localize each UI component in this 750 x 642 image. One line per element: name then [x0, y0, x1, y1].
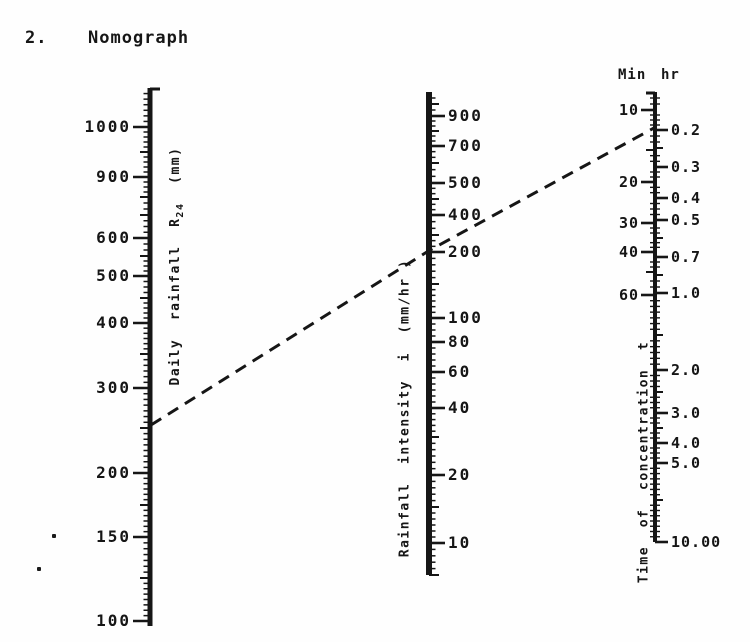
middle-scale-tick-label: 700	[448, 136, 483, 155]
middle-scale-tick-label: 900	[448, 106, 483, 125]
hr-column-header: hr	[661, 67, 680, 83]
middle-scale-tick-label: 200	[448, 242, 483, 261]
right-scale-hr-tick-label: 4.0	[671, 434, 702, 452]
middle-axis-title: Rainfall intensity i (mm/hr )	[397, 258, 413, 558]
right-scale-min-tick-label: 20	[618, 173, 639, 191]
right-scale-hr-tick-label: 0.4	[671, 189, 702, 207]
right-scale-min-tick-label: 40	[618, 243, 639, 261]
left-scale-tick-label: 200	[96, 463, 131, 482]
min-column-header: Min	[618, 67, 647, 83]
right-scale-hr-tick-label: 1.0	[671, 284, 702, 302]
left-scale-tick-label: 300	[96, 378, 131, 397]
right-scale-hr-tick-label: 0.7	[671, 248, 702, 266]
middle-scale-tick-label: 10	[448, 533, 472, 552]
left-scale-tick-label: 900	[96, 167, 131, 186]
right-scale-min-tick-label: 60	[618, 286, 639, 304]
right-scale-hr-tick-label: 0.2	[671, 121, 702, 139]
right-scale-hr-tick-label: 2.0	[671, 361, 702, 379]
left-scale-tick-label: 400	[96, 313, 131, 332]
right-scale-hr-tick-label: 0.5	[671, 211, 702, 229]
left-axis-title: Daily rainfall $R_{24}$ (mm)	[168, 146, 186, 386]
left-scale-tick-label: 100	[96, 611, 131, 630]
middle-scale-tick-label: 100	[448, 308, 483, 327]
right-scale-min-tick-label: 30	[618, 214, 639, 232]
middle-scale-tick-label: 80	[448, 332, 472, 351]
left-scale-tick-label: 500	[96, 266, 131, 285]
right-scale-hr-tick-label: 5.0	[671, 454, 702, 472]
middle-scale-tick-label: 20	[448, 465, 472, 484]
scan-speck	[52, 534, 56, 538]
scan-speck	[37, 567, 41, 571]
middle-scale-tick-label: 400	[448, 205, 483, 224]
middle-scale-tick-label: 40	[448, 398, 472, 417]
right-scale-hr-tick-label: 0.3	[671, 158, 702, 176]
middle-scale-tick-label: 500	[448, 173, 483, 192]
left-scale-tick-label: 150	[96, 527, 131, 546]
middle-scale-tick-label: 60	[448, 362, 472, 381]
right-scale-min-tick-label: 10	[618, 101, 639, 119]
left-scale-tick-label: 1000	[84, 117, 131, 136]
left-scale-tick-label: 600	[96, 228, 131, 247]
page-title: Nomograph	[88, 28, 190, 48]
right-axis-title: Time of concentration t	[636, 340, 652, 584]
right-scale-hr-tick-label: 10.00	[671, 533, 722, 551]
page-title-number: 2.	[25, 28, 48, 48]
right-scale-hr-tick-label: 3.0	[671, 404, 702, 422]
